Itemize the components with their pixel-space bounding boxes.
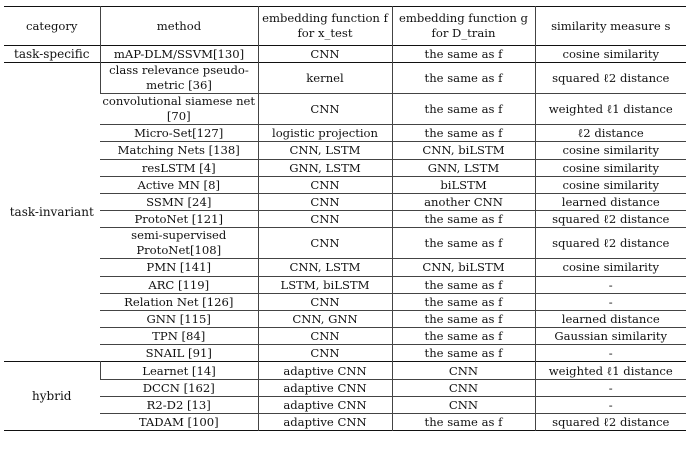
embedding-f-cell: CNN <box>258 94 392 125</box>
embedding-f-cell: adaptive CNN <box>258 362 392 379</box>
method-cell: Micro-Set[127] <box>134 126 224 141</box>
similarity-cell: - <box>535 396 686 413</box>
similarity-cell: - <box>535 345 686 362</box>
table-row <box>4 176 686 193</box>
similarity-cell: cosine similarity <box>535 259 686 276</box>
similarity-cell: Gaussian similarity <box>535 328 686 345</box>
table-row <box>4 310 686 327</box>
embedding-f-cell: CNN <box>258 328 392 345</box>
comparison-table-container <box>4 6 686 431</box>
embedding-f-cell: adaptive CNN <box>258 379 392 396</box>
embedding-f-cell: CNN <box>258 345 392 362</box>
table-row <box>4 293 686 310</box>
method-cell: Relation Net [126] <box>124 294 234 309</box>
similarity-cell: squared ℓ2 distance <box>535 228 686 259</box>
method-cell: TADAM [100] <box>138 415 219 430</box>
embedding-f-cell: CNN <box>258 193 392 210</box>
embedding-f-cell: CNN <box>258 211 392 228</box>
table-body <box>4 46 686 431</box>
embedding-g-cell: the same as f <box>392 276 535 293</box>
embedding-f-cell: CNN <box>258 46 392 63</box>
embedding-g-cell: the same as f <box>392 228 535 259</box>
metric-learning-methods-table <box>4 6 686 431</box>
embedding-g-cell: CNN <box>392 396 535 413</box>
method-cell: GNN [115] <box>146 311 211 326</box>
similarity-cell: weighted ℓ1 distance <box>535 94 686 125</box>
embedding-g-cell: the same as f <box>392 94 535 125</box>
similarity-cell: ℓ2 distance <box>535 125 686 142</box>
similarity-cell: learned distance <box>535 310 686 327</box>
table-row <box>4 63 686 94</box>
category-cell: task-invariant <box>9 205 94 220</box>
embedding-g-cell: the same as f <box>392 293 535 310</box>
embedding-g-cell: CNN, biLSTM <box>392 142 535 159</box>
header-similarity: similarity measure s <box>535 7 686 46</box>
method-cell: convolutional siamese net [70] <box>102 94 256 124</box>
embedding-g-cell: CNN <box>392 379 535 396</box>
similarity-cell: - <box>535 276 686 293</box>
table-row <box>4 211 686 228</box>
embedding-g-cell: the same as f <box>392 414 535 431</box>
similarity-cell: cosine similarity <box>535 159 686 176</box>
header-method: method <box>100 7 258 46</box>
similarity-cell: squared ℓ2 distance <box>535 414 686 431</box>
embedding-g-cell: the same as f <box>392 345 535 362</box>
embedding-g-cell: the same as f <box>392 125 535 142</box>
embedding-g-cell: the same as f <box>392 310 535 327</box>
embedding-f-cell: LSTM, biLSTM <box>258 276 392 293</box>
similarity-cell: - <box>535 293 686 310</box>
embedding-f-cell: CNN, LSTM <box>258 142 392 159</box>
category-cell: hybrid <box>32 389 72 404</box>
table-row <box>4 94 686 125</box>
table-row <box>4 362 686 379</box>
table-row <box>4 396 686 413</box>
similarity-cell: squared ℓ2 distance <box>535 63 686 94</box>
table-row <box>4 142 686 159</box>
table-row <box>4 379 686 396</box>
similarity-cell: cosine similarity <box>535 142 686 159</box>
similarity-cell: squared ℓ2 distance <box>535 211 686 228</box>
method-cell: SNAIL [91] <box>145 346 212 361</box>
method-cell: ARC [119] <box>148 277 210 292</box>
embedding-g-cell: biLSTM <box>392 176 535 193</box>
header-embedding-g: embedding function g for D_train <box>392 7 535 46</box>
embedding-g-cell: CNN, biLSTM <box>392 259 535 276</box>
method-cell: SSMN [24] <box>146 195 212 210</box>
method-cell: Matching Nets [138] <box>117 143 240 158</box>
embedding-g-cell: another CNN <box>392 193 535 210</box>
method-cell: class relevance pseudo-metric [36] <box>100 63 258 94</box>
similarity-cell: - <box>535 379 686 396</box>
table-row <box>4 46 686 63</box>
method-cell: DCCN [162] <box>142 380 215 395</box>
similarity-cell: learned distance <box>535 193 686 210</box>
embedding-f-cell: adaptive CNN <box>258 396 392 413</box>
method-cell: R2-D2 [13] <box>146 397 211 412</box>
method-cell: ProtoNet [121] <box>134 212 223 227</box>
embedding-g-cell: the same as f <box>392 46 535 63</box>
embedding-f-cell: CNN <box>258 293 392 310</box>
table-row <box>4 345 686 362</box>
embedding-f-cell: adaptive CNN <box>258 414 392 431</box>
method-cell: Learnet [14] <box>100 362 258 379</box>
method-cell: mAP-DLM/SSVM[130] <box>100 46 258 63</box>
method-cell: Active MN [8] <box>137 177 220 192</box>
embedding-f-cell: CNN <box>258 228 392 259</box>
table-row <box>4 276 686 293</box>
embedding-g-cell: CNN <box>392 362 535 379</box>
table-row <box>4 328 686 345</box>
embedding-g-cell: the same as f <box>392 328 535 345</box>
embedding-g-cell: the same as f <box>392 63 535 94</box>
embedding-f-cell: kernel <box>258 63 392 94</box>
embedding-f-cell: logistic projection <box>258 125 392 142</box>
embedding-g-cell: GNN, LSTM <box>392 159 535 176</box>
embedding-f-cell: CNN, GNN <box>258 310 392 327</box>
similarity-cell: weighted ℓ1 distance <box>535 362 686 379</box>
header-row <box>4 7 686 46</box>
header-category: category <box>26 18 78 33</box>
similarity-cell: cosine similarity <box>535 176 686 193</box>
embedding-g-cell: the same as f <box>392 211 535 228</box>
header-embedding-f: embedding function f for x_test <box>258 7 392 46</box>
similarity-cell: cosine similarity <box>535 46 686 63</box>
method-cell: resLSTM [4] <box>141 160 216 175</box>
category-cell: task-specific <box>14 47 90 62</box>
embedding-f-cell: CNN <box>258 176 392 193</box>
table-row <box>4 125 686 142</box>
table-row <box>4 193 686 210</box>
table-row <box>4 414 686 431</box>
embedding-f-cell: CNN, LSTM <box>258 259 392 276</box>
method-cell: semi-supervised ProtoNet[108] <box>131 228 227 258</box>
method-cell: TPN [84] <box>152 329 206 344</box>
method-cell: PMN [141] <box>146 260 212 275</box>
embedding-f-cell: GNN, LSTM <box>258 159 392 176</box>
table-row <box>4 228 686 259</box>
table-row <box>4 259 686 276</box>
table-row <box>4 159 686 176</box>
